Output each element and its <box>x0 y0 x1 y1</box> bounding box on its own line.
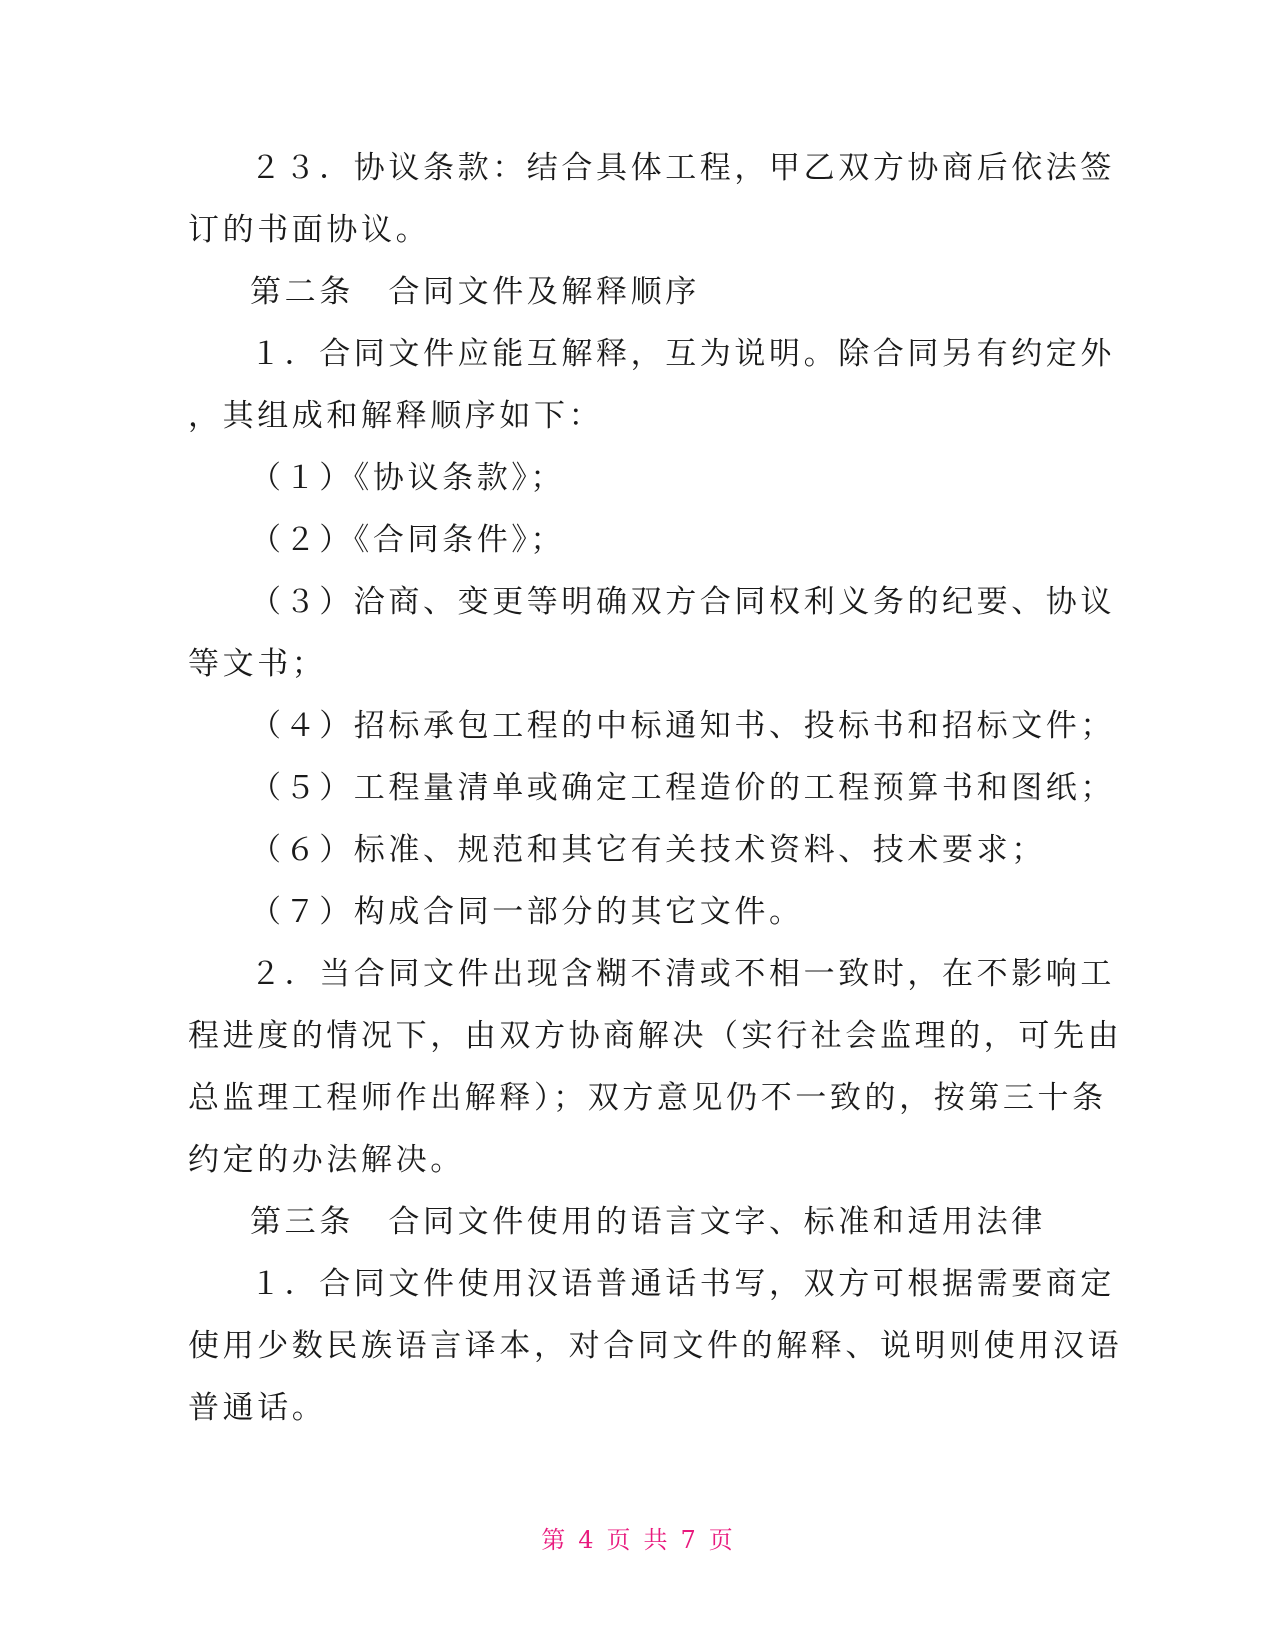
article-2-heading <box>188 261 1088 323</box>
text-line: 约定的办法解决。 <box>188 1142 465 1178</box>
list-item-1 <box>188 447 1088 509</box>
text-line: 程进度的情况下，由双方协商解决（实行社会监理的，可先由 <box>188 1018 1123 1054</box>
text-line: 普通话。 <box>188 1390 327 1426</box>
list-item-3 <box>188 571 1115 695</box>
heading-line: 第二条 合同文件及解释顺序 <box>250 274 700 310</box>
paragraph-3-1 <box>188 1253 1123 1439</box>
text-line: １．合同文件使用汉语普通话书写，双方可根据需要商定 <box>250 1266 1115 1302</box>
footer-page-word: 页 <box>606 1526 632 1554</box>
list-item-5 <box>188 757 1115 819</box>
list-item-6 <box>188 819 1088 881</box>
text-line: （５）工程量清单或确定工程造价的工程预算书和图纸； <box>250 770 1115 806</box>
footer-suffix: 页 <box>708 1526 734 1554</box>
text-line: （２）《合同条件》； <box>250 522 565 558</box>
paragraph-23-agreement-terms <box>188 137 1115 261</box>
text-line: ２３．协议条款：结合具体工程，甲乙双方协商后依法签 <box>250 150 1115 186</box>
text-line: （４）招标承包工程的中标通知书、投标书和招标文件； <box>250 708 1115 744</box>
text-line: 订的书面协议。 <box>188 212 431 248</box>
paragraph-2-1 <box>188 323 1115 447</box>
text-line: ２．当合同文件出现含糊不清或不相一致时，在不影响工 <box>250 956 1115 992</box>
footer-total-prefix: 共 <box>643 1526 669 1554</box>
page-footer <box>0 1520 1275 1555</box>
text-line: ，其组成和解释顺序如下： <box>188 398 604 434</box>
text-line: （６）标准、规范和其它有关技术资料、技术要求； <box>250 832 1046 868</box>
text-line: （３）洽商、变更等明确双方合同权利义务的纪要、协议 <box>250 584 1115 620</box>
paragraph-2-2 <box>188 943 1123 1191</box>
footer-total-pages: 7 <box>680 1526 697 1554</box>
footer-prefix: 第 <box>541 1526 567 1554</box>
text-line: （７）构成合同一部分的其它文件。 <box>250 894 804 930</box>
list-item-2 <box>188 509 1088 571</box>
text-line: 总监理工程师作出解释）；双方意见仍不一致的，按第三十条 <box>188 1080 1107 1116</box>
text-line: （１）《协议条款》； <box>250 460 565 496</box>
list-item-7 <box>188 881 1088 943</box>
text-line: 等文书； <box>188 646 327 682</box>
list-item-4 <box>188 695 1115 757</box>
text-line: 使用少数民族语言译本，对合同文件的解释、说明则使用汉语 <box>188 1328 1123 1364</box>
document-body <box>188 137 1123 1439</box>
footer-current-page: 4 <box>578 1526 595 1554</box>
article-3-heading <box>188 1191 1088 1253</box>
text-line: １．合同文件应能互解释，互为说明。除合同另有约定外 <box>250 336 1115 372</box>
heading-line: 第三条 合同文件使用的语言文字、标准和适用法律 <box>250 1204 1046 1240</box>
